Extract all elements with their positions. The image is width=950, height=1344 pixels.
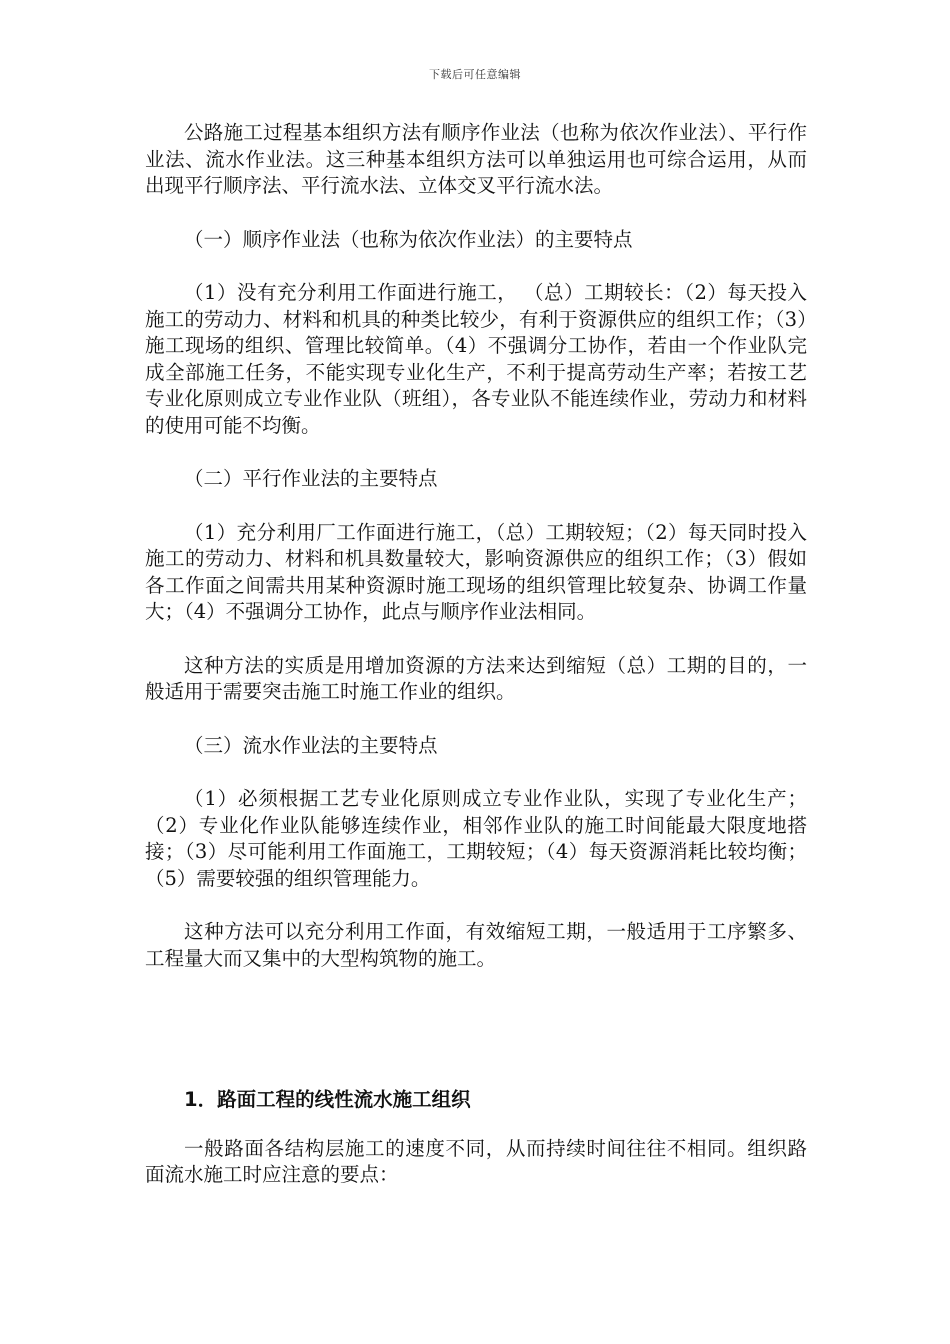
section2-body: （1）充分利用厂工作面进行施工，（总）工期较短；（2）每天同时投入施工的劳动力、材料和机具数量较大，影响资源供应的组织工作；（3）假如各工作面之间需共用某种资源时施工现场的组织管理比较复杂、协调工作量大；（4）不强调分工协作，此点与顺序作业法相同。 [145,520,807,623]
part-heading: 1．路面工程的线性流水施工组织 [184,1088,471,1111]
section2-note: 这种方法的实质是用增加资源的方法来达到缩短（总）工期的目的，一般适用于需要突击施工时施工作业的组织。 [145,653,807,703]
section-spacer [145,999,807,1087]
intro-paragraph: 公路施工过程基本组织方法有顺序作业法（也称为依次作业法）、平行作业法、流水作业法。这三种基本组织方法可以单独运用也可综合运用，从而出现平行顺序法、平行流水法、立体交叉平行流水法。 [145,121,807,197]
document-body [145,120,807,1216]
part-body: 一般路面各结构层施工的速度不同，从而持续时间往往不相同。组织路面流水施工时应注意的要点： [145,1136,807,1186]
section3-heading: （三）流水作业法的主要特点 [184,733,438,757]
section2-heading: （二）平行作业法的主要特点 [184,467,438,490]
section1-heading: （一）顺序作业法（也称为依次作业法）的主要特点 [184,227,633,251]
section3-body: （1）必须根据工艺专业化原则成立专业作业队，实现了专业化生产；（2）专业化作业队能够连续作业，相邻作业队的施工时间能最大限度地搭接；（3）尽可能利用工作面施工，工期较短；（4）每天资源消耗比较均衡；（5）需要较强的组织管理能力。 [145,787,807,890]
section3-note: 这种方法可以充分利用工作面，有效缩短工期，一般适用于工序繁多、工程量大而又集中的大型构筑物的施工。 [145,920,807,970]
section1-body: （1）没有充分利用工作面进行施工， （总）工期较长：（2）每天投入施工的劳动力、材料和机具的种类比较少，有利于资源供应的组织工作；（3）施工现场的组织、管理比较简单。（4）不强调分工协作，若由一个作业队完成全部施工任务，不能实现专业化生产，不利于提高劳动生产率；若按工艺专业化原则成立专业作业队（班组），各专业队不能连续作业，劳动力和材料的使用可能不均衡。 [145,281,807,437]
header-note: 下载后可任意编辑 [429,68,521,81]
